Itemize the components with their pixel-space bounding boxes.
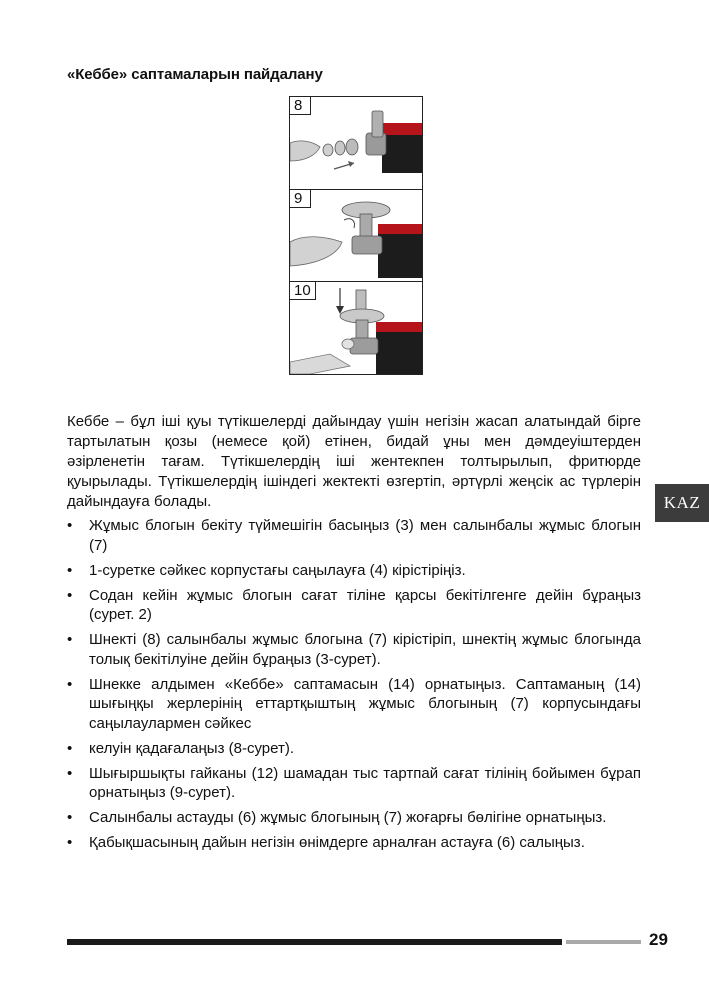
list-item: • Содан кейін жұмыс блогын сағат тіліне қарсы бекітілгенге дейін бұраңыз (сурет. 2) xyxy=(67,586,641,625)
figure-8 xyxy=(289,96,423,190)
list-item: • Шнекті (8) салынбалы жұмыс блогына (7) кірістіріп, шнектің жұмыс блогында толық бекітілуіне дейін бұраңыз (3-сурет). xyxy=(67,630,641,669)
list-item: • 1-суретке сәйкес корпустағы саңылауға (4) кірістіріңіз. xyxy=(67,561,641,581)
list-item: • Шнекке алдымен «Кеббе» саптамасын (14) орнатыңыз. Саптаманың (14) шығыңқы жерлерінің еттартқыштың жұмыс блогының (7) корпусындағы саңылаулармен сәйкес xyxy=(67,675,641,734)
list-item: • Шығыршықты гайканы (12) шамадан тыс тартпай сағат тілінің бойымен бұрап орнатыңыз (9-сурет). xyxy=(67,764,641,803)
list-item: • Жұмыс блогын бекіту түймешігін басыңыз (3) мен салынбалы жұмыс блогын (7) xyxy=(67,516,641,555)
list-item: • Қабықшасының дайын негізін өнімдерге арналған астауға (6) салыңыз. xyxy=(67,833,641,853)
intro-paragraph: Кеббе – бұл іші қуы түтікшелерді дайындау үшін негізін жасап алатындай бірге тартылатын қозы (немесе қой) етінен, бидай ұны мен дәмдеуіштерден әзірленетін тағам. Түтікшелердің іші жентекпен толтырылып, фритюрде қуырылады. Түтікшелердің ішіндегі жектекті өзгертіп, әртүрлі жеңсік ас түрлерін дайындауға болады. xyxy=(67,413,641,510)
footer-rule-light xyxy=(566,940,641,944)
page-number: 29 xyxy=(649,930,668,949)
figure-number: 9 xyxy=(290,190,311,208)
figure-number: 8 xyxy=(290,97,311,115)
language-tab: KAZ xyxy=(655,484,709,522)
instruction-list xyxy=(67,516,641,858)
footer-rule-dark xyxy=(67,939,562,945)
figure-number: 10 xyxy=(290,282,316,300)
list-item: • келуін қадағалаңыз (8-сурет). xyxy=(67,739,641,759)
figure-10 xyxy=(289,281,423,375)
figure-9 xyxy=(289,189,423,283)
figure-column xyxy=(289,96,423,374)
section-heading: «Кеббе» саптамаларын пайдалану xyxy=(67,66,323,83)
list-item: • Салынбалы астауды (6) жұмыс блогының (7) жоғарғы бөлігіне орнатыңыз. xyxy=(67,808,641,828)
